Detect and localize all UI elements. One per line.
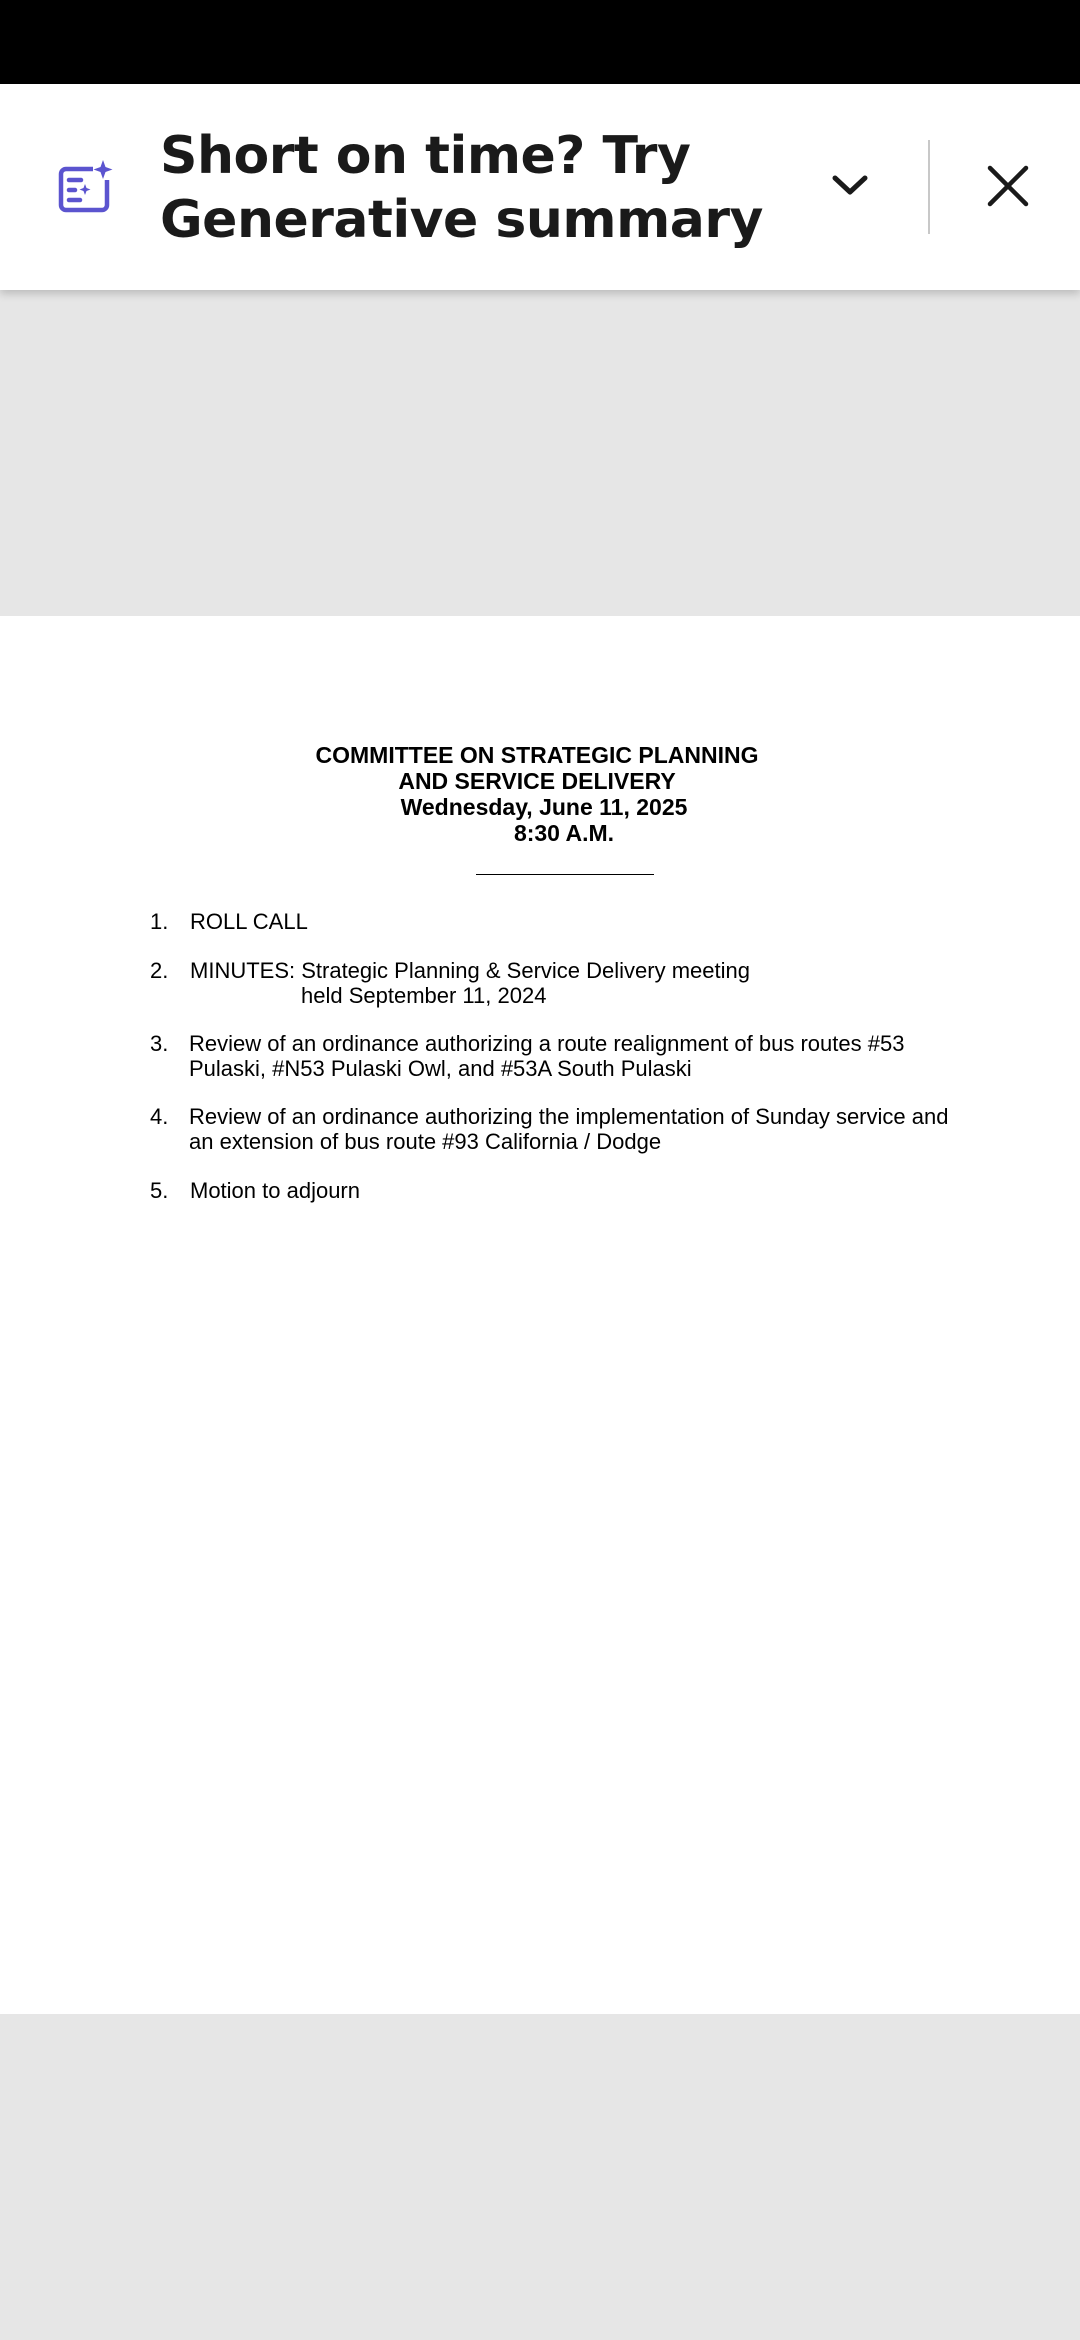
heading-time: 8:30 A.M. xyxy=(513,820,615,846)
viewer-background xyxy=(0,290,1080,616)
heading-rule xyxy=(476,874,654,875)
agenda-text: MINUTES: Strategic Planning & Service Delivery meeting xyxy=(190,958,750,983)
agenda-number: 4. xyxy=(150,1104,169,1129)
banner-title[interactable] xyxy=(160,124,800,252)
agenda-text: Review of an ordinance authorizing a route realignment of bus routes #53 xyxy=(189,1031,905,1056)
agenda-number: 2. xyxy=(150,958,169,983)
banner-title-line2: Generative summary xyxy=(160,190,763,250)
heading-committee-cont: AND SERVICE DELIVERY xyxy=(398,768,676,794)
agenda-text-cont: Pulaski, #N53 Pulaski Owl, and #53A South Pulaski xyxy=(189,1056,692,1081)
document-heading xyxy=(0,742,1080,846)
pdf-page[interactable] xyxy=(0,616,1080,2014)
close-icon[interactable] xyxy=(980,158,1036,214)
banner-divider xyxy=(928,140,930,234)
heading-committee: COMMITTEE ON STRATEGIC PLANNING xyxy=(315,742,759,768)
agenda-text-cont: held September 11, 2024 xyxy=(301,983,547,1008)
viewer-background-bottom xyxy=(0,2014,1080,2340)
agenda-text: Review of an ordinance authorizing the implementation of Sunday service and xyxy=(189,1104,949,1129)
heading-date: Wednesday, June 11, 2025 xyxy=(400,794,688,820)
generative-summary-banner xyxy=(0,84,1080,290)
status-bar xyxy=(0,0,1080,84)
banner-title-line1: Short on time? Try xyxy=(160,126,691,186)
chevron-down-icon[interactable] xyxy=(820,154,880,214)
agenda-text: Motion to adjourn xyxy=(190,1178,360,1203)
generative-summary-icon xyxy=(56,158,116,218)
agenda-text-cont: an extension of bus route #93 California / Dodge xyxy=(189,1129,662,1154)
agenda-text: ROLL CALL xyxy=(190,909,308,934)
agenda-number: 3. xyxy=(150,1031,169,1056)
agenda-number: 1. xyxy=(150,909,169,934)
agenda-number: 5. xyxy=(150,1178,169,1203)
